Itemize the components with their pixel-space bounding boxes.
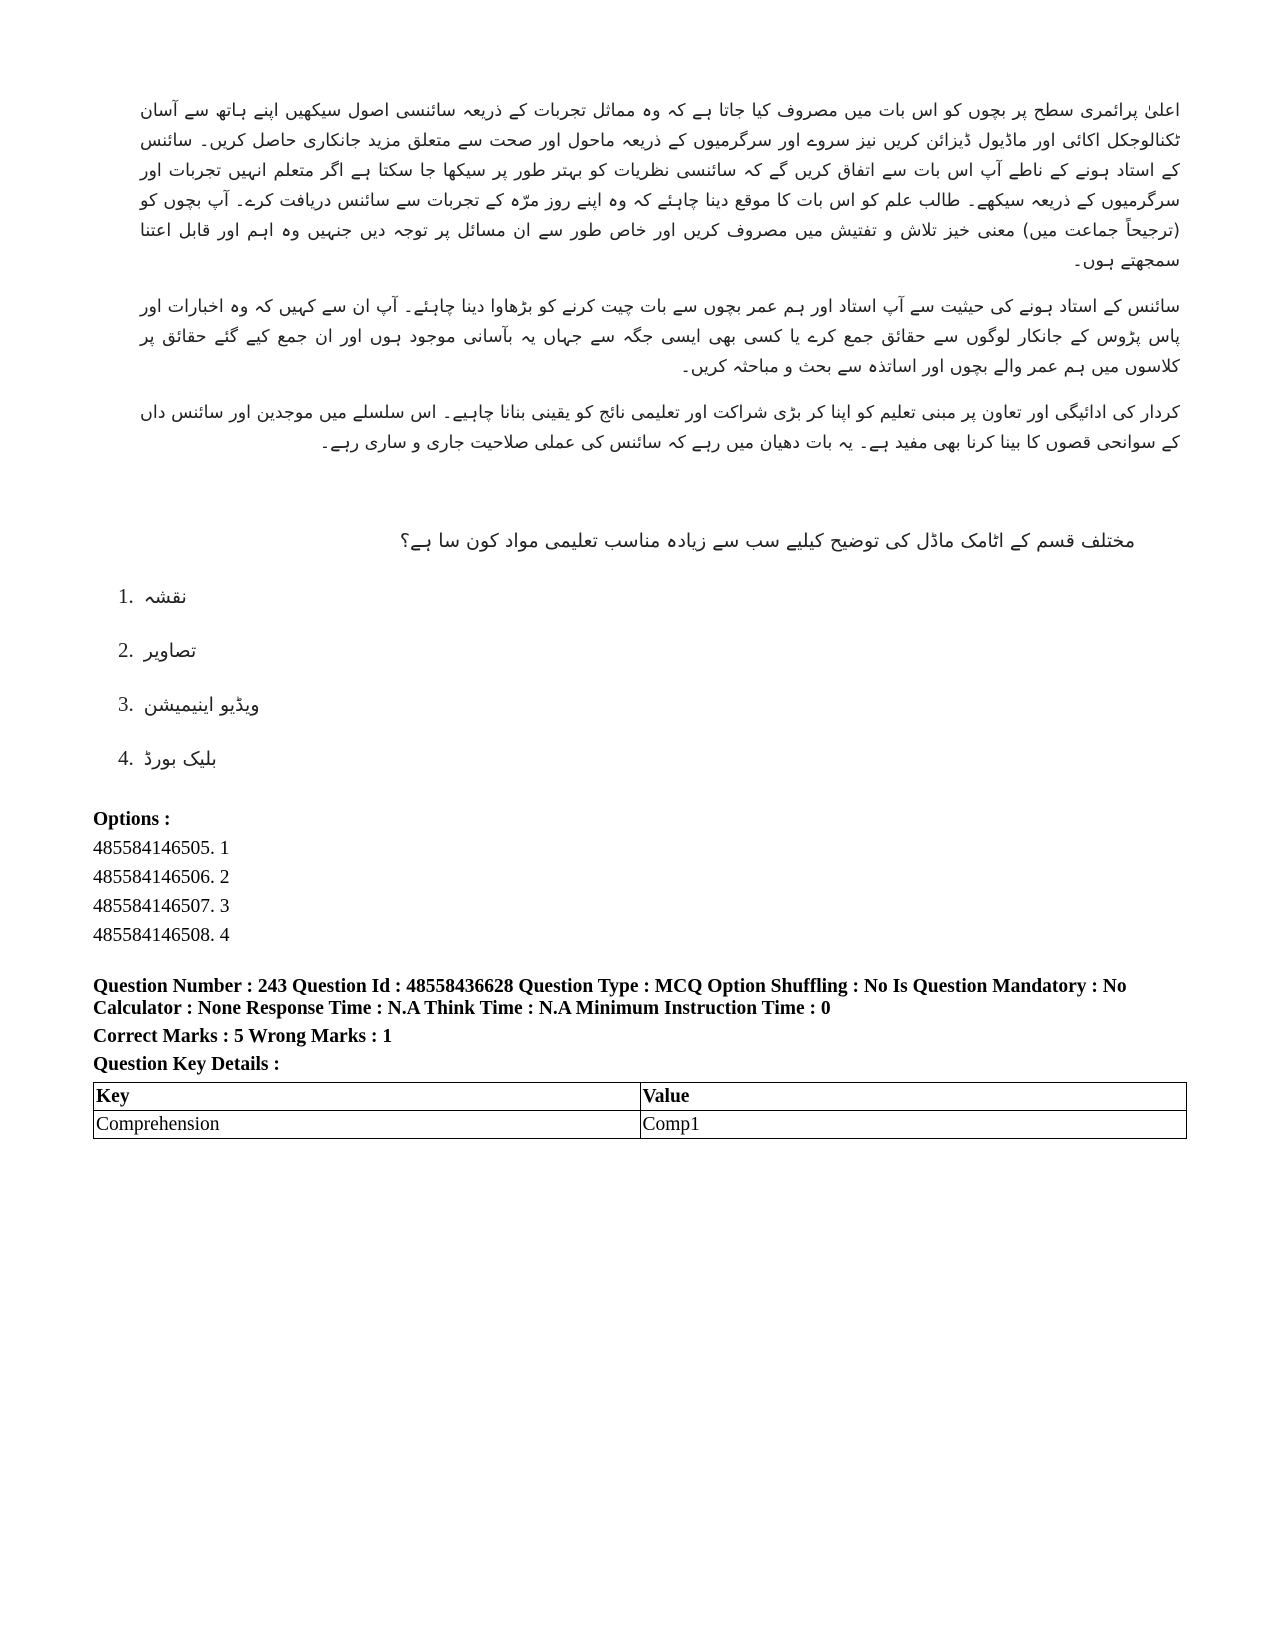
options-label: Options : xyxy=(93,809,171,830)
choice-number: 1. xyxy=(118,584,134,608)
key-details-table xyxy=(93,1082,1187,1139)
passage-paragraph-1: اعلیٰ پرائمری سطح پر بچوں کو اس بات میں مصروف کیا جاتا ہے کہ وہ مماثل تجربات کے ذریعہ سائنسی اصول سیکھیں اپنے ہاتھ سے آسان ٹکنالوجکل اکائی اور ماڈیول ڈیزائن کریں نیز سروے اور سرگرمیوں کے ذریعہ ماحول اور صحت سے متعلق مزید جانکاری حاصل کریں۔ سائنس کے استاد ہونے کے ناطے آپ اس بات سے اتفاق کریں گے کہ سائنسی نظریات کو بہتر طور پر سیکھا جا سکتا ہے اگر متعلم انہیں تجربات اور سرگرمیوں کے ذریعہ سیکھے۔ طالب علم کو اس بات کا موقع دینا چاہئے کہ وہ اپنے روز مرّہ کے تجربات سے سائنس دریافت کرے۔ آپ بچوں کو (ترجیحاً جماعت میں) معنی خیز تلاش و تفتیش میں مصروف کریں اور خاص طور سے ان مسائل پر توجہ دیں جنہیں وہ اہم اور قابل اعتنا سمجھتے ہوں۔ xyxy=(140,101,1180,271)
table-header-key: Key xyxy=(94,1083,641,1111)
choice-3 xyxy=(118,692,260,746)
choice-2 xyxy=(118,638,260,692)
choice-text: ویڈیو اینیمیشن xyxy=(143,694,260,716)
question-text: مختلف قسم کے اٹامک ماڈل کی توضیح کیلیے سب سے زیادہ مناسب تعلیمی مواد کون سا ہے؟ xyxy=(399,530,1135,552)
choice-number: 4. xyxy=(118,746,134,770)
marks-info: Correct Marks : 5 Wrong Marks : 1 xyxy=(93,1026,393,1047)
key-details-label: Question Key Details : xyxy=(93,1054,280,1075)
choice-text: تصاویر xyxy=(143,640,197,662)
table-cell-key: Comprehension xyxy=(94,1111,641,1139)
choice-text: بلیک بورڈ xyxy=(143,748,217,770)
choice-text: نقشہ xyxy=(143,586,187,608)
option-id-4: 485584146508. 4 xyxy=(93,925,230,946)
table-row xyxy=(94,1111,1187,1139)
option-id-2: 485584146506. 2 xyxy=(93,867,230,888)
table-header-value: Value xyxy=(640,1083,1187,1111)
choice-number: 2. xyxy=(118,638,134,662)
table-cell-value: Comp1 xyxy=(640,1111,1187,1139)
question-info: Question Number : 243 Question Id : 48558436628 Question Type : MCQ Option Shuffling : No Is Question Mandatory : No Calculator : None Response Time : N.A Think Time : N.A Minimum Instruction Time : 0 xyxy=(93,976,1127,1019)
choice-number: 3. xyxy=(118,692,134,716)
choice-4 xyxy=(118,746,260,800)
option-id-1: 485584146505. 1 xyxy=(93,838,230,859)
passage-paragraph-3: کردار کی ادائیگی اور تعاون پر مبنی تعلیم کو اپنا کر بڑی شراکت اور تعلیمی نائج کو یقینی بنانا چاہیے۔ اس سلسلے میں موجدین اور سائنس داں کے سوانحی قصوں کا بینا کرنا بھی مفید ہے۔ یہ بات دھیان میں رہے کہ سائنس کی عملی صلاحیت جاری و ساری رہے۔ xyxy=(140,403,1180,453)
answer-choices xyxy=(118,584,260,800)
choice-1 xyxy=(118,584,260,638)
table-header-row xyxy=(94,1083,1187,1111)
question-metadata xyxy=(93,805,1188,1139)
comprehension-passage xyxy=(140,96,1180,474)
passage-paragraph-2: سائنس کے استاد ہونے کی حیثیت سے آپ استاد اور ہم عمر بچوں سے بات چیت کرنے کو بڑھاوا دینا چاہئے۔ آپ ان سے کہیں کہ وہ اخبارات اور پاس پڑوس کے جانکار لوگوں سے حقائق جمع کرے یا کسی بھی ایسی جگہ سے جہاں یہ بآسانی موجود ہوں اور ان جمع کیے گئے حقائق پر کلاسوں میں ہم عمر والے بچوں اور اساتذہ سے بحث و مباحثہ کریں۔ xyxy=(140,297,1180,377)
option-id-3: 485584146507. 3 xyxy=(93,896,230,917)
